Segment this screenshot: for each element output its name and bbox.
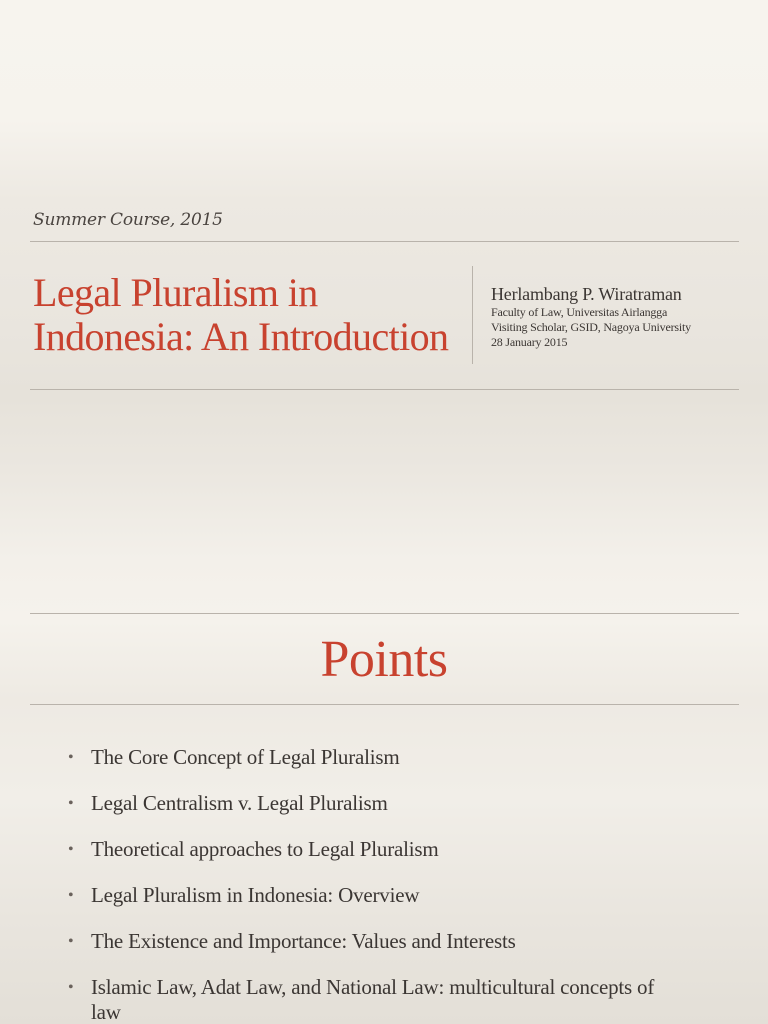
points-bottom-divider (30, 704, 739, 705)
author-affiliation: Faculty of Law, Universitas Airlangga (491, 305, 668, 319)
list-item: • Islamic Law, Adat Law, and National Law: multicultural concepts of law (68, 975, 688, 1024)
list-item: • Legal Centralism v. Legal Pluralism (68, 791, 688, 816)
vertical-divider (472, 266, 473, 364)
course-subtitle: Summer Course, 2015 (33, 210, 223, 230)
list-item: • Legal Pluralism in Indonesia: Overview (68, 883, 688, 908)
bottom-divider (30, 389, 739, 390)
author-visiting: Visiting Scholar, GSID, Nagoya University (491, 320, 691, 334)
points-top-divider (30, 613, 739, 614)
presentation-date: 28 January 2015 (491, 335, 568, 349)
author-block (491, 283, 741, 350)
list-item: • Theoretical approaches to Legal Pluralism (68, 837, 688, 862)
points-list (68, 745, 688, 1024)
points-title: Points (320, 631, 448, 688)
list-item: • The Core Concept of Legal Pluralism (68, 745, 688, 770)
list-item: • The Existence and Importance: Values and Interests (68, 929, 688, 954)
author-name: Herlambang P. Wiratraman (491, 284, 682, 304)
top-divider (30, 241, 739, 242)
presentation-title: Legal Pluralism in Indonesia: An Introduction (33, 270, 449, 359)
